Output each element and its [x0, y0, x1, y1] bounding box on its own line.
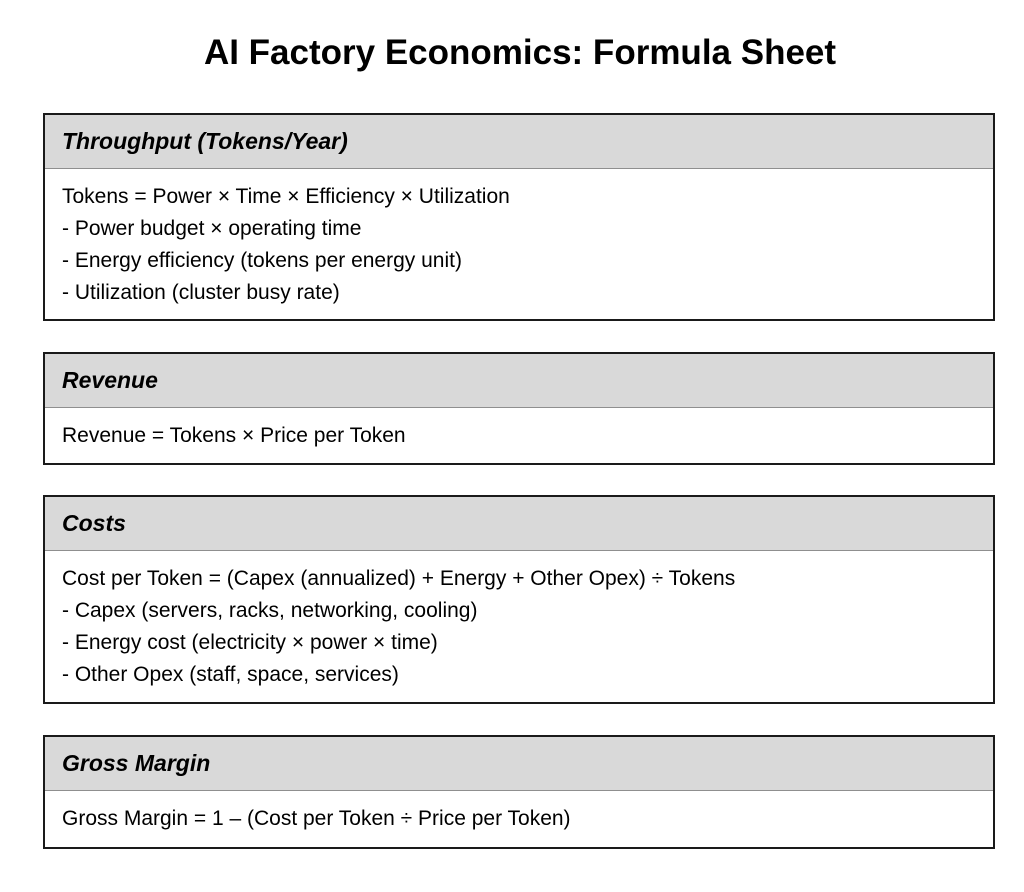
page-title: AI Factory Economics: Formula Sheet — [203, 33, 837, 72]
costs-note-capex: - Capex (servers, racks, networking, cooling) — [62, 599, 478, 622]
costs-heading: Costs — [45, 497, 993, 551]
gross-margin-section — [43, 735, 995, 849]
revenue-body — [45, 408, 993, 452]
revenue-heading: Revenue — [45, 354, 993, 408]
revenue-section — [43, 352, 995, 465]
gross-margin-formula: Gross Margin = 1 – (Cost per Token ÷ Price per Token) — [62, 807, 571, 830]
costs-formula: Cost per Token = (Capex (annualized) + Energy + Other Opex) ÷ Tokens — [62, 567, 736, 590]
revenue-formula: Revenue = Tokens × Price per Token — [62, 424, 406, 447]
throughput-heading: Throughput (Tokens/Year) — [45, 115, 993, 169]
gross-margin-heading: Gross Margin — [45, 737, 993, 791]
costs-section — [43, 495, 995, 704]
throughput-body — [45, 169, 993, 309]
throughput-section — [43, 113, 995, 321]
throughput-formula: Tokens = Power × Time × Efficiency × Utilization — [62, 185, 510, 208]
costs-note-energy: - Energy cost (electricity × power × time) — [62, 631, 438, 654]
throughput-note-efficiency: - Energy efficiency (tokens per energy unit) — [62, 249, 462, 272]
costs-body — [45, 551, 993, 691]
throughput-note-power: - Power budget × operating time — [62, 217, 362, 240]
throughput-note-utilization: - Utilization (cluster busy rate) — [62, 281, 340, 304]
costs-note-opex: - Other Opex (staff, space, services) — [62, 663, 399, 686]
gross-margin-body — [45, 791, 993, 835]
